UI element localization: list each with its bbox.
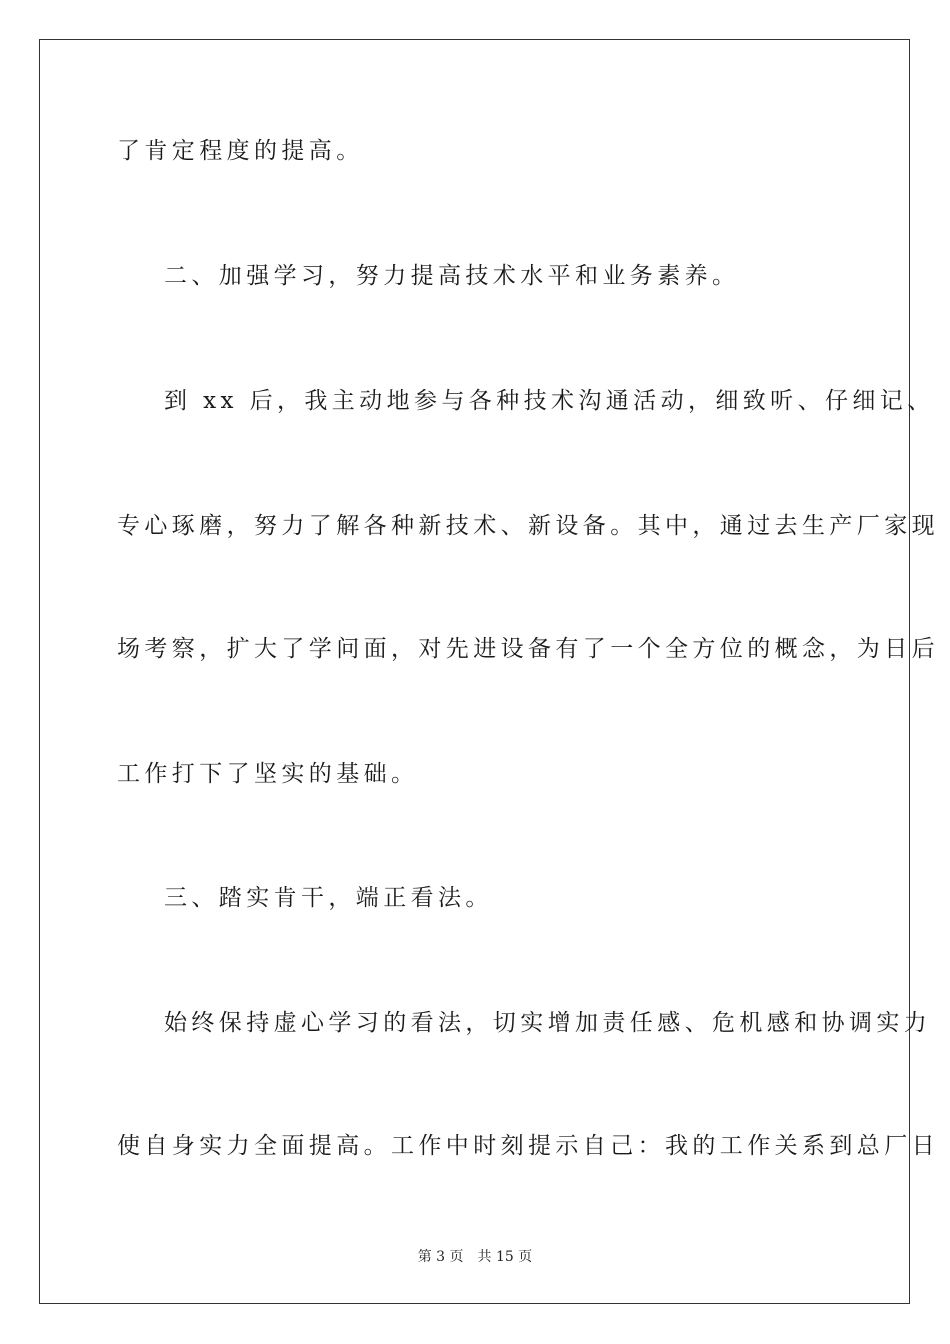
section-heading-3: 三、踏实肯干，端正看法。: [164, 885, 493, 911]
body-line-1: 了肯定程度的提高。: [117, 138, 364, 164]
body-line-6: 工作打下了坚实的基础。: [117, 761, 419, 787]
page-number: 第 3 页: [417, 1249, 464, 1265]
page-footer: [0, 1246, 950, 1266]
page-border: [39, 39, 910, 1304]
body-line-3: 到 xx 后，我主动地参与各种技术沟通活动，细致听、仔细记、: [164, 388, 935, 414]
body-line-9: 使自身实力全面提高。工作中时刻提示自己：我的工作关系到总厂日: [117, 1133, 939, 1159]
body-line-8: 始终保持虚心学习的看法，切实增加责任感、危机感和协调实力: [164, 1010, 932, 1036]
section-heading-2: 二、加强学习，努力提高技术水平和业务素养。: [164, 263, 740, 289]
page-total: 共 15 页: [477, 1249, 533, 1265]
body-line-5: 场考察，扩大了学问面，对先进设备有了一个全方位的概念，为日后: [117, 636, 939, 662]
body-line-4: 专心琢磨，努力了解各种新技术、新设备。其中，通过去生产厂家现: [117, 513, 939, 539]
